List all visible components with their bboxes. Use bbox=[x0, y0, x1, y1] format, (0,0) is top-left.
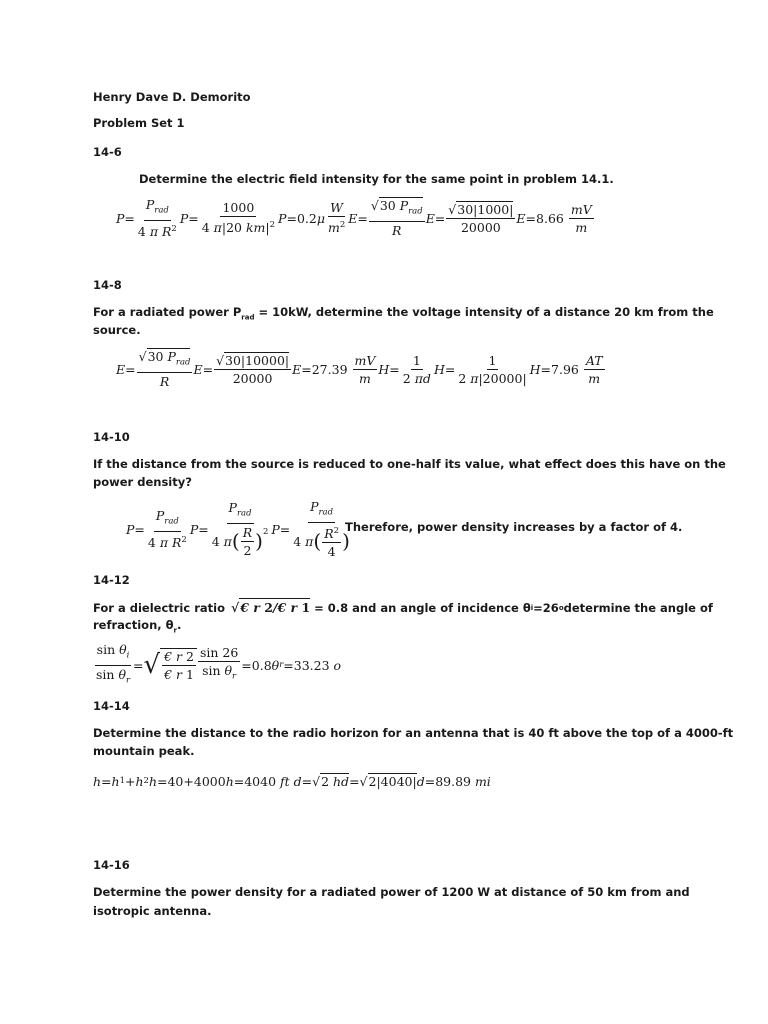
problem-number-14-8: 14-8 bbox=[93, 278, 122, 292]
question-text-line2-end: . bbox=[176, 618, 182, 632]
dielectric-ratio-expression: √ € r 2/€ r 1 bbox=[230, 599, 311, 615]
incidence-subscript: i bbox=[530, 603, 534, 612]
degree-symbol: o bbox=[558, 603, 564, 612]
author-name: Henry Dave D. Demorito bbox=[93, 90, 251, 104]
problem-number-14-12: 14-12 bbox=[93, 573, 130, 587]
problem-14-10-equation: P= $\frac{P_{rad}}{4 \pi R^2}$ P= $P_{rad}$ 4 π ( $\frac{R}{2}$ ) $^2$ P= $P_{rad}$ 4 π ( $\frac{R^2}{4}$ ) bbox=[126, 499, 350, 559]
problem-14-10-question-line1: If the distance from the source is reduced to one-half its value, what effect does this have on the bbox=[93, 457, 726, 471]
problem-14-16-question-line1: Determine the power density for a radiated power of 1200 W at distance of 50 km from and bbox=[93, 885, 690, 899]
incidence-angle: =26 bbox=[533, 600, 559, 615]
problem-14-10-conclusion: Therefore, power density increases by a factor of 4. bbox=[345, 520, 683, 534]
question-text-rest: = 10kW, determine the voltage intensity of a distance 20 km from the bbox=[254, 305, 714, 319]
problem-14-12-question-line1 bbox=[93, 598, 713, 617]
question-text-line2: refraction, θ bbox=[93, 618, 174, 632]
problem-14-14-question-line2: mountain peak. bbox=[93, 744, 195, 758]
problem-14-6-equation: P= $\frac{P_{rad}}{4 \pi R^2}$ P= $\frac{1000}{4 \pi|20 km|^2}$ P= 0.2 μ $\frac{W}{m^2}$ E= $\frac{√30 P_{rad}}{R}$ E= $\frac{√30|1000|}{20000}$ E= 8.66 $\frac{mV}{m}$ bbox=[116, 197, 592, 239]
question-subscript: rad bbox=[241, 313, 255, 322]
problem-14-12-equation: $\frac{\sin \theta_i}{\sin \theta_r}$ = √ $\frac{€ r 2}{€ r 1}$ $\frac{\sin 26}{\sin \theta_r}$ = 0.8 θ r = 33.23 o bbox=[96, 642, 342, 685]
question-text-end: determine the angle of bbox=[563, 600, 713, 615]
problem-number-14-16: 14-16 bbox=[93, 858, 130, 872]
problem-14-14-question-line1: Determine the distance to the radio horizon for an antenna that is 40 ft above the top of a 4000-ft bbox=[93, 726, 734, 740]
problem-14-12-question-line2 bbox=[93, 616, 181, 639]
problem-14-8-question-line1 bbox=[93, 303, 714, 326]
problem-14-14-equation: h=h 1 +h 2 h= 40 + 4000 h= 4040 ft d= √ 2 hd = √ 2|4040| d= 89.89 mi bbox=[93, 773, 491, 789]
problem-number-14-10: 14-10 bbox=[93, 430, 130, 444]
problem-14-10-question-line2: power density? bbox=[93, 475, 192, 489]
refraction-subscript: r bbox=[173, 626, 177, 635]
problem-number-14-14: 14-14 bbox=[93, 699, 130, 713]
problem-14-16-question-line2: isotropic antenna. bbox=[93, 904, 212, 918]
question-text-pre: For a dielectric ratio bbox=[93, 600, 225, 615]
problem-set-title: Problem Set 1 bbox=[93, 116, 185, 130]
problem-number-14-6: 14-6 bbox=[93, 145, 122, 159]
problem-14-8-equation: E= $\frac{√30 P_{rad}}{R}$ E= $\frac{√30|10000|}{20000}$ E= 27.39 $\frac{mV}{m}$ H= $\frac{1}{2 \pi d}$ H= $\frac{1}{2 \pi|20000|}$ H= 7.96 $\frac{AT}{m}$ bbox=[116, 349, 603, 389]
question-text-mid: = 0.8 and an angle of incidence θ bbox=[314, 600, 531, 615]
question-text: For a radiated power P bbox=[93, 305, 242, 319]
problem-14-6-question: Determine the electric field intensity for the same point in problem 14.1. bbox=[139, 172, 614, 186]
problem-14-8-question-line2: source. bbox=[93, 323, 141, 337]
